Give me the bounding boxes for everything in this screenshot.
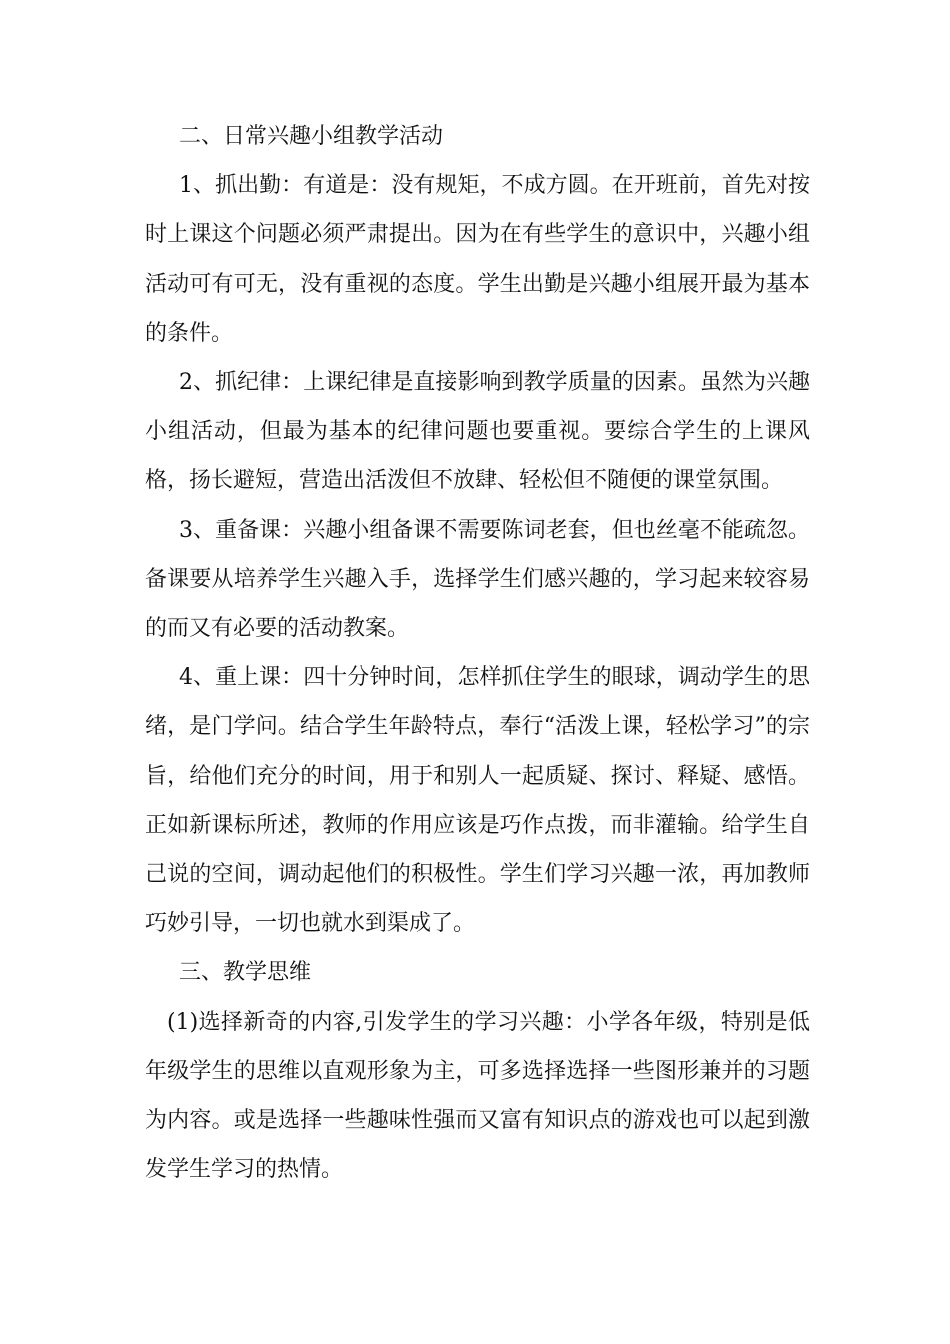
document-body bbox=[145, 112, 810, 1194]
paragraph-teaching: 4、重上课：四十分钟时间，怎样抓住学生的眼球，调动学生的思绪，是门学问。结合学生年龄特点，奉行“活泼上课，轻松学习”的宗旨，给他们充分的时间，用于和别人一起质疑、探讨、释疑、感悟。正如新课标所述，教师的作用应该是巧作点拨，而非灌输。给学生自己说的空间，调动起他们的积极性。学生们学习兴趣一浓，再加教师巧妙引导，一切也就水到渠成了。 bbox=[145, 665, 810, 937]
paragraph-attendance: 1、抓出勤：有道是：没有规矩，不成方圆。在开班前，首先对按时上课这个问题必须严肃提出。因为在有些学生的意识中，兴趣小组活动可有可无，没有重视的态度。学生出勤是兴趣小组展开最为基本的条件。 bbox=[145, 173, 810, 346]
paragraph-discipline: 2、抓纪律：上课纪律是直接影响到教学质量的因素。虽然为兴趣小组活动，但最为基本的纪律问题也要重视。要综合学生的上课风格，扬长避短，营造出活泼但不放肆、轻松但不随便的课堂氛围。 bbox=[145, 370, 810, 494]
paragraph-novel-content: (1)选择新奇的内容,引发学生的学习兴趣：小学各年级，特别是低年级学生的思维以直观形象为主，可多选择选择一些图形兼并的习题为内容。或是选择一些趣味性强而又富有知识点的游戏也可以起到激发学生学习的热情。 bbox=[145, 1009, 810, 1183]
paragraph-lesson-prep: 3、重备课：兴趣小组备课不需要陈词老套，但也丝毫不能疏忽。备课要从培养学生兴趣入手，选择学生们感兴趣的，学习起来较容易的而又有必要的活动教案。 bbox=[145, 517, 810, 642]
section-heading-2: 二、日常兴趣小组教学活动 bbox=[179, 124, 444, 149]
section-heading-3: 三、教学思维 bbox=[179, 960, 312, 986]
